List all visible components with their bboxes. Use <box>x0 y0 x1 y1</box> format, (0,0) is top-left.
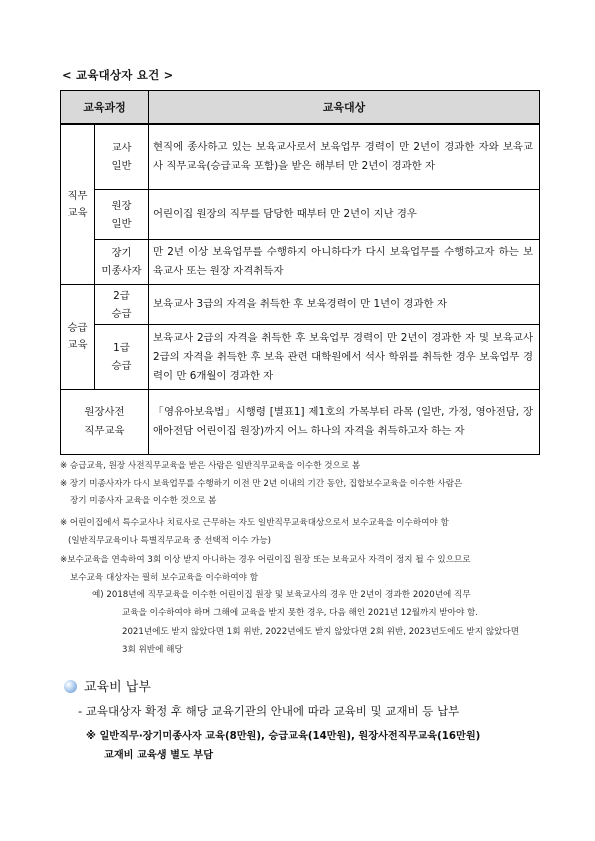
sub-longterm: 장기 미종사자 <box>95 240 149 285</box>
note-1: ※ 승급교육, 원장 사전직무교육을 받은 사람은 일반직무교육을 이수한 것으로 봄 <box>60 461 361 471</box>
desc-predirector: 「영유아보육법」시행령 [별표1] 제1호의 가목부터 라목 (일반, 가정, 영아전담, 장애아전담 어린이집 원장)까지 어느 하나의 자격을 취득하고자 하는 자 <box>149 390 540 455</box>
desc-longterm: 만 2년 이상 보육업무를 수행하지 아니하다가 다시 보육업무를 수행하고자 하는 보육교사 또는 원장 자격취득자 <box>149 240 540 285</box>
note-3b: (일반직무교육이나 특별직무교육 중 선택적 이수 가능) <box>68 536 271 546</box>
fee-heading <box>64 676 151 695</box>
table-row <box>61 390 540 455</box>
fee-line: - 교육대상자 확정 후 해당 교육기관의 안내에 따라 교육비 및 교재비 등 납부 <box>78 704 460 718</box>
note-4a: ※보수교육을 연속하여 3회 이상 받지 아니하는 경우 어린이집 원장 또는 보육교사 자격이 정지 될 수 있으므로 <box>60 555 471 565</box>
fee-detail <box>86 727 480 765</box>
label-predirector: 원장사전 직무교육 <box>61 390 149 455</box>
note-4b: 보수교육 대상자는 필히 보수교육을 이수하여야 함 <box>70 573 258 583</box>
sub-teacher: 교사 일반 <box>95 124 149 190</box>
note-2b: 장기 미종사자 교육을 이수한 것으로 봄 <box>70 496 217 506</box>
group-job: 직무 교육 <box>61 124 95 285</box>
requirements-table <box>60 90 540 455</box>
note-3a: ※ 어린이집에서 특수교사나 치료사로 근무하는 자도 일반직무교육대상으로서 보수교육을 이수하여야 함 <box>60 518 449 528</box>
table-header-row <box>61 91 540 125</box>
example-line-3: 2021년에도 받지 않았다면 1회 위반, 2022년에도 받지 않았다면 2회 위반, 2023년도에도 받지 않았다면 <box>122 627 520 637</box>
table-row <box>61 325 540 390</box>
example-line-4: 3회 위반에 해당 <box>122 645 183 655</box>
desc-teacher: 현직에 종사하고 있는 보육교사로서 보육업무 경력이 만 2년이 경과한 자와 보육교사 직무교육(승급교육 포함)을 받은 해부터 만 2년이 경과한 자 <box>149 124 540 190</box>
example-line-2: 교육을 이수하여야 하며 그해에 교육을 받지 못한 경우, 다음 해인 2021년 12월까지 받아야 함. <box>122 608 479 618</box>
fee-detail-line-2: 교재비 교육생 별도 부담 <box>104 750 214 761</box>
table-row <box>61 240 540 285</box>
desc-grade2: 보육교사 3급의 자격을 취득한 후 보육경력이 만 1년이 경과한 자 <box>149 285 540 325</box>
desc-grade1: 보육교사 2급의 자격을 취득한 후 보육업무 경력이 만 2년이 경과한 자 및 보육교사 2급의 자격을 취득한 후 보육 관련 대학원에서 석사 학위를 취득한 경우 보육업무 경력이 만 6개월이 경과한 자 <box>149 325 540 390</box>
table-row <box>61 190 540 240</box>
header-target: 교육대상 <box>149 91 540 125</box>
section-title: < 교육대상자 요건 > <box>62 68 174 82</box>
example-line-1: 예) 2018년에 직무교육을 이수한 어린이집 원장 및 보육교사의 경우 만 2년이 경과한 2020년에 직무 <box>92 590 471 600</box>
fee-heading-text: 교육비 납부 <box>84 680 151 695</box>
sub-grade2: 2급 승급 <box>95 285 149 325</box>
sub-director: 원장 일반 <box>95 190 149 240</box>
fee-detail-line-1: ※ 일반직무·장기미종사자 교육(8만원), 승급교육(14만원), 원장사전직무교육(16만원) <box>86 731 481 742</box>
header-course: 교육과정 <box>61 91 149 125</box>
table-row <box>61 285 540 325</box>
group-promo: 승급 교육 <box>61 285 95 390</box>
table-row <box>61 124 540 190</box>
note-2a: ※ 장기 미종사자가 다시 보육업무를 수행하기 이전 만 2년 이내의 기간 동안, 집합보수교육을 이수한 사람은 <box>60 479 463 489</box>
desc-director: 어린이집 원장의 직무를 담당한 때부터 만 2년이 지난 경우 <box>149 190 540 240</box>
bullet-ball-icon <box>64 680 77 693</box>
sub-grade1: 1급 승급 <box>95 325 149 390</box>
